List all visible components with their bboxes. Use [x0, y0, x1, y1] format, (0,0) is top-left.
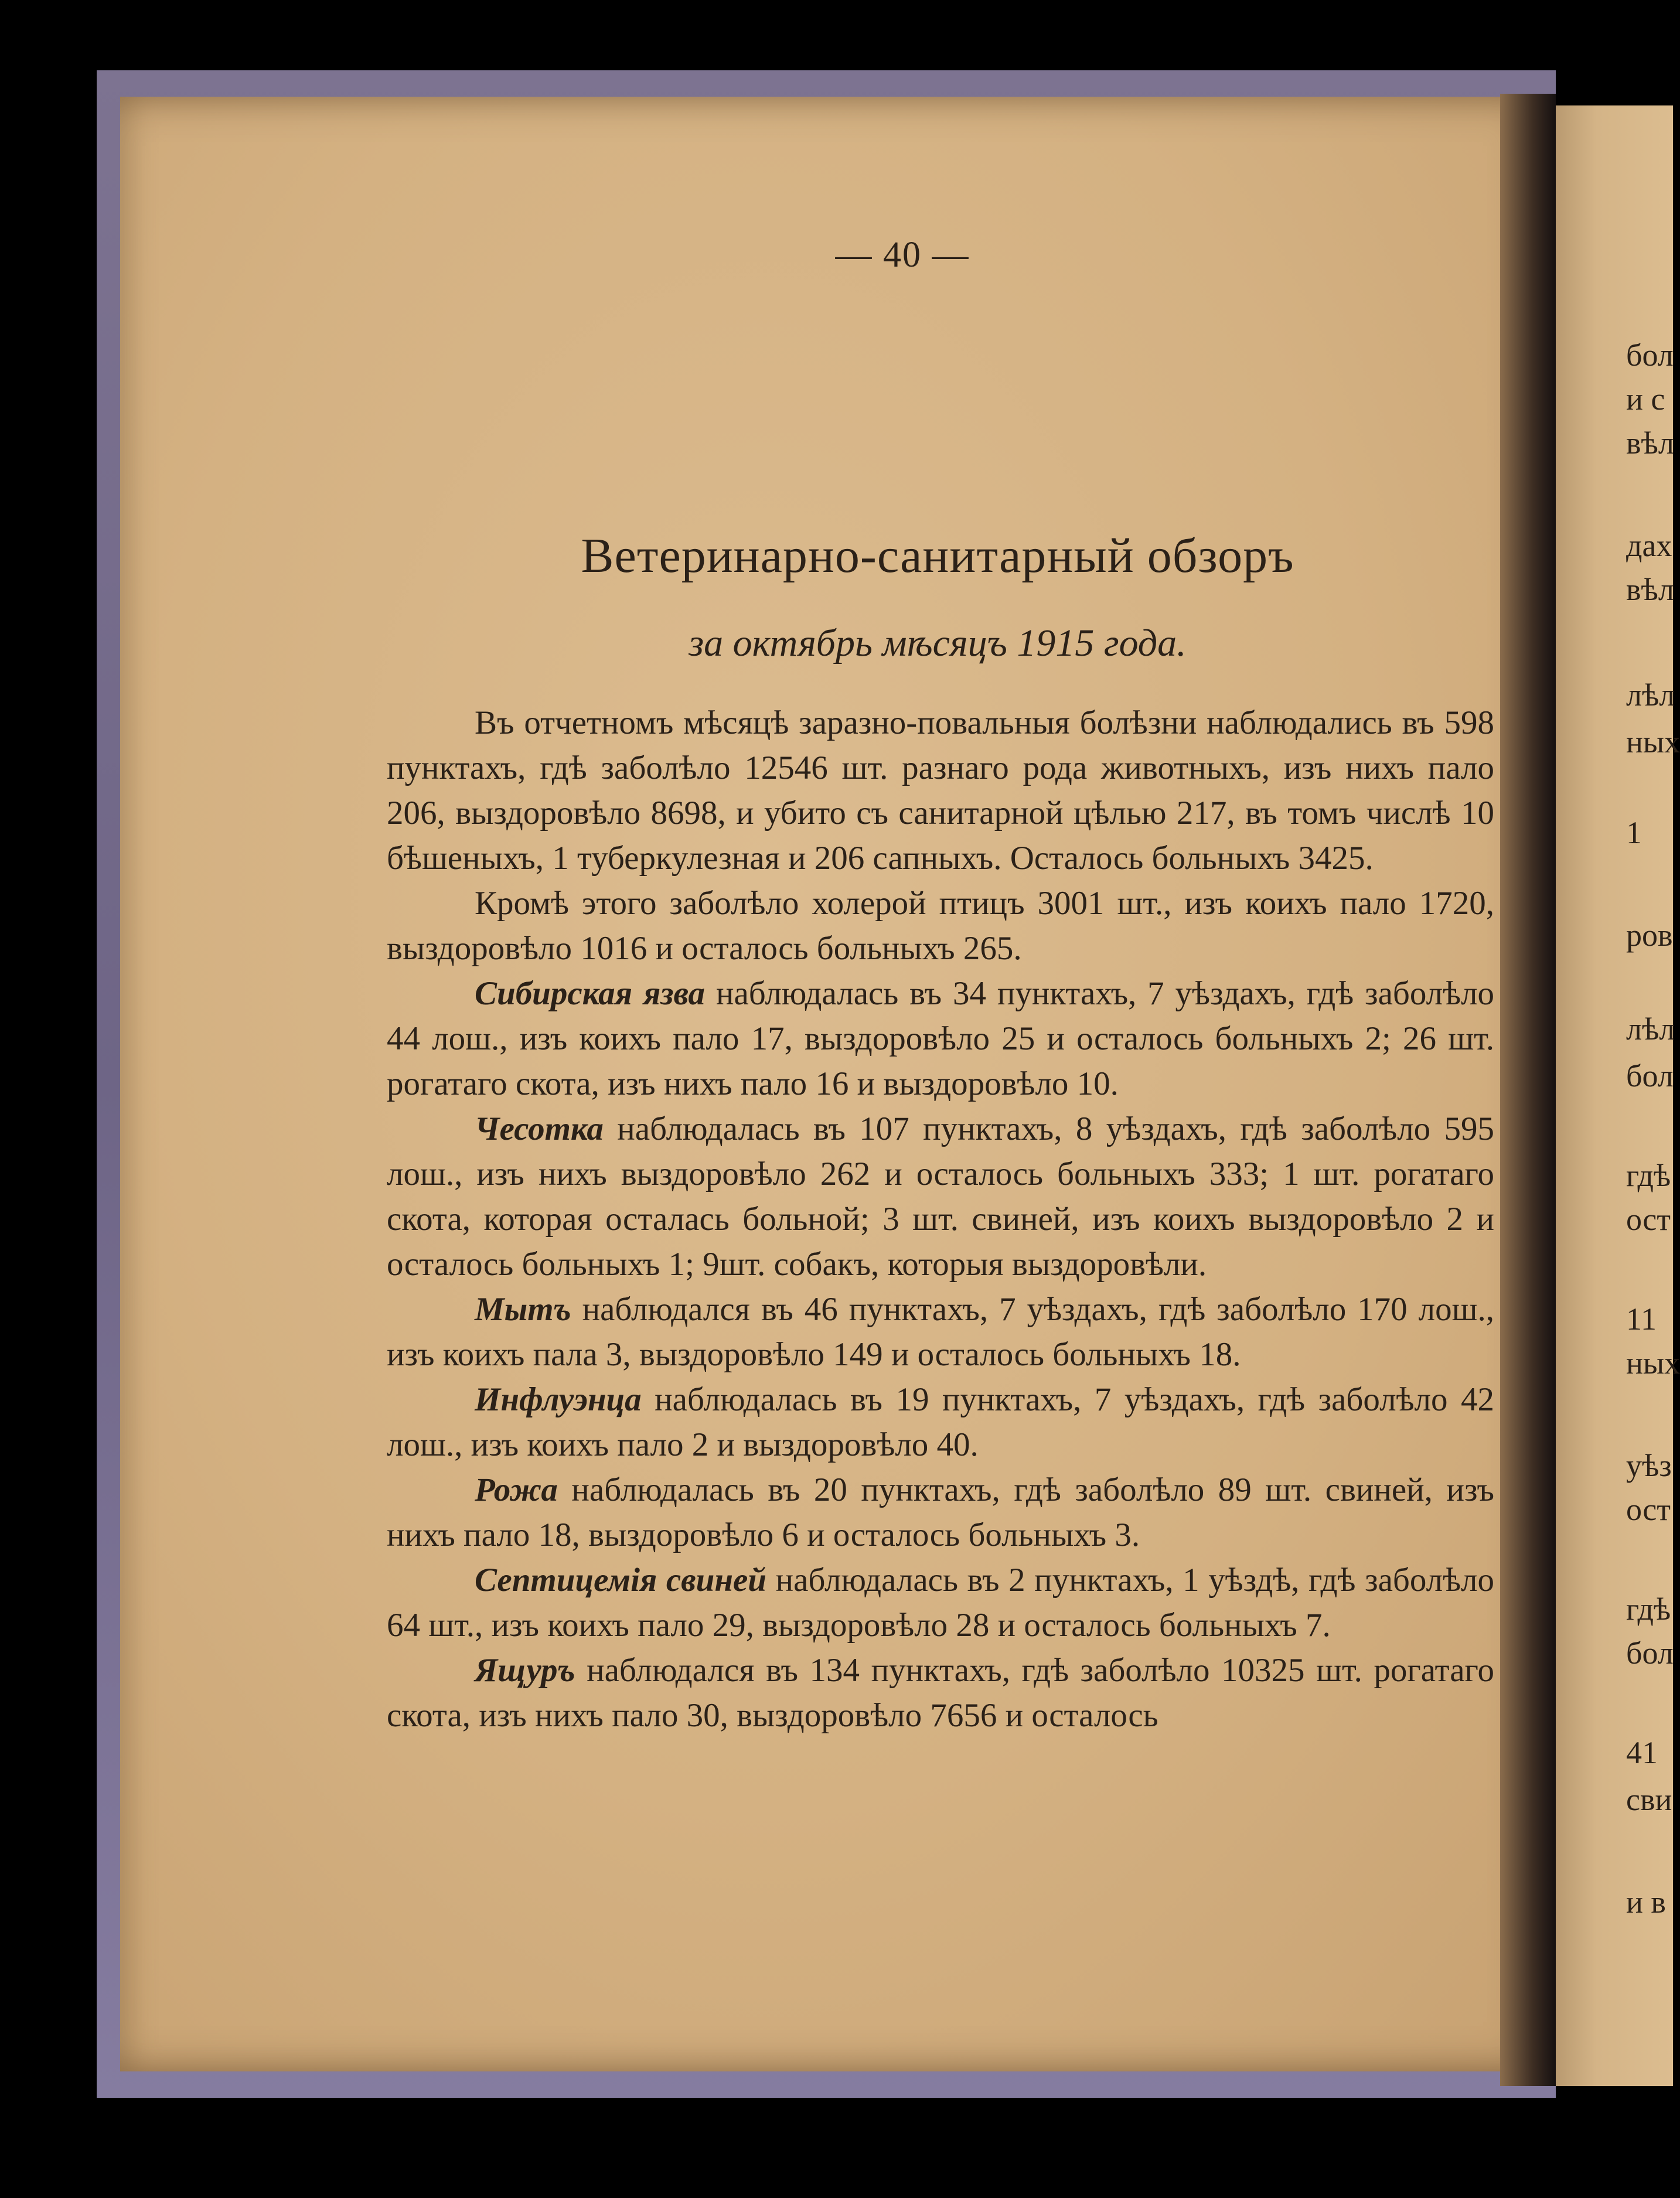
text-fragment: бол — [1626, 1058, 1674, 1093]
text-fragment: ост — [1626, 1492, 1671, 1527]
text-fragment: 41 — [1626, 1735, 1658, 1770]
text-fragment: бол — [1626, 1635, 1674, 1671]
text-fragment: дах — [1626, 528, 1672, 563]
paragraph-text: наблюдался въ 134 пунктахъ, гдѣ заболѣло 10325 шт. рогатаго скота, изъ нихъ пало 30, выздоровѣло 7656 и осталось — [387, 1652, 1494, 1734]
paragraph-text: наблюдалась въ 19 пунктахъ, 7 уѣздахъ, гдѣ заболѣло 42 лош., изъ коихъ пало 2 и выздоровѣло 40. — [387, 1381, 1494, 1463]
page-title: Ветеринарно-санитарный обзоръ — [581, 529, 1294, 583]
text-fragment: вѣл — [1626, 572, 1674, 607]
disease-term: Чесотка — [475, 1110, 604, 1147]
page-number: — 40 — — [835, 235, 970, 275]
text-fragment: и с — [1626, 381, 1665, 417]
text-fragment: лѣл — [1626, 677, 1675, 713]
paragraph — [387, 1558, 1494, 1648]
paragraph — [387, 1106, 1494, 1287]
right-page-text-fragments — [1626, 0, 1680, 2198]
text-fragment: 11 — [1626, 1301, 1657, 1337]
disease-term: Мытъ — [475, 1291, 571, 1328]
book-gutter — [1500, 94, 1556, 2086]
text-fragment: вѣл — [1626, 425, 1674, 461]
paragraph — [387, 700, 1494, 881]
text-fragment: и в — [1626, 1885, 1666, 1920]
paragraph-text: Кромѣ этого заболѣло холерой птицъ 3001 шт., изъ коихъ пало 1720, выздоровѣло 1016 и осталось больныхъ 265. — [387, 885, 1494, 967]
text-fragment: уѣз — [1626, 1448, 1672, 1483]
disease-term: Инфлуэнца — [475, 1381, 642, 1418]
paragraph — [387, 881, 1494, 971]
text-fragment: лѣл — [1626, 1011, 1675, 1047]
disease-term: Ящуръ — [475, 1652, 575, 1689]
paragraph — [387, 1287, 1494, 1377]
text-fragment: гдѣ — [1626, 1158, 1671, 1193]
paragraph — [387, 1467, 1494, 1558]
paragraph — [387, 1648, 1494, 1738]
paragraph — [387, 1377, 1494, 1467]
text-fragment: бол — [1626, 338, 1674, 373]
paragraph-text: наблюдалась въ 34 пунктахъ, 7 уѣздахъ, гдѣ заболѣло 44 лош., изъ коихъ пало 17, выздоровѣло 25 и осталось больныхъ 2; 26 шт. рогатаго скота, изъ нихъ пало 16 и выздоровѣло 10. — [387, 975, 1494, 1102]
text-fragment: ных — [1626, 1345, 1680, 1381]
text-fragment: ост — [1626, 1202, 1671, 1237]
report-body — [387, 700, 1494, 1738]
text-fragment: сви — [1626, 1782, 1672, 1817]
paragraph — [387, 971, 1494, 1106]
paragraph-text: Въ отчетномъ мѣсяцѣ заразно-повальныя болѣзни наблюдались въ 598 пунктахъ, гдѣ заболѣло 12546 шт. разнаго рода животныхъ, изъ нихъ пало 206, выздоровѣло 8698, и убито съ санитарной цѣлью 217, въ томъ числѣ 10 бѣшеныхъ, 1 туберкулезная и 206 сапныхъ. Осталось больныхъ 3425. — [387, 704, 1494, 877]
disease-term: Сибирская язва — [475, 975, 706, 1012]
text-fragment: ных — [1626, 724, 1680, 759]
paragraph-text: наблюдался въ 46 пунктахъ, 7 уѣздахъ, гдѣ заболѣло 170 лош., изъ коихъ пала 3, выздоровѣло 149 и осталось больныхъ 18. — [387, 1291, 1494, 1373]
text-fragment: ров — [1626, 918, 1673, 953]
disease-term: Рожа — [475, 1471, 558, 1508]
text-fragment: 1 — [1626, 815, 1642, 850]
paragraph-text: наблюдалась въ 2 пунктахъ, 1 уѣздѣ, гдѣ заболѣло 64 шт., изъ коихъ пало 29, выздоровѣло 28 и осталось больныхъ 7. — [387, 1562, 1494, 1644]
page-subtitle: за октябрь мѣсяцъ 1915 года. — [689, 622, 1187, 664]
paragraph-text: наблюдалась въ 107 пунктахъ, 8 уѣздахъ, гдѣ заболѣло 595 лош., изъ нихъ выздоровѣло 262 и осталось больныхъ 333; 1 шт. рогатаго скота, которая осталась больной; 3 шт. свиней, изъ коихъ выздоровѣло 2 и осталось больныхъ 1; 9шт. собакъ, которыя выздоровѣли. — [387, 1110, 1494, 1283]
text-fragment: гдѣ — [1626, 1592, 1671, 1627]
paragraph-text: наблюдалась въ 20 пунктахъ, гдѣ заболѣло 89 шт. свиней, изъ нихъ пало 18, выздоровѣло 6 и осталось больныхъ 3. — [387, 1471, 1494, 1553]
disease-term: Септицемія свиней — [475, 1562, 766, 1599]
